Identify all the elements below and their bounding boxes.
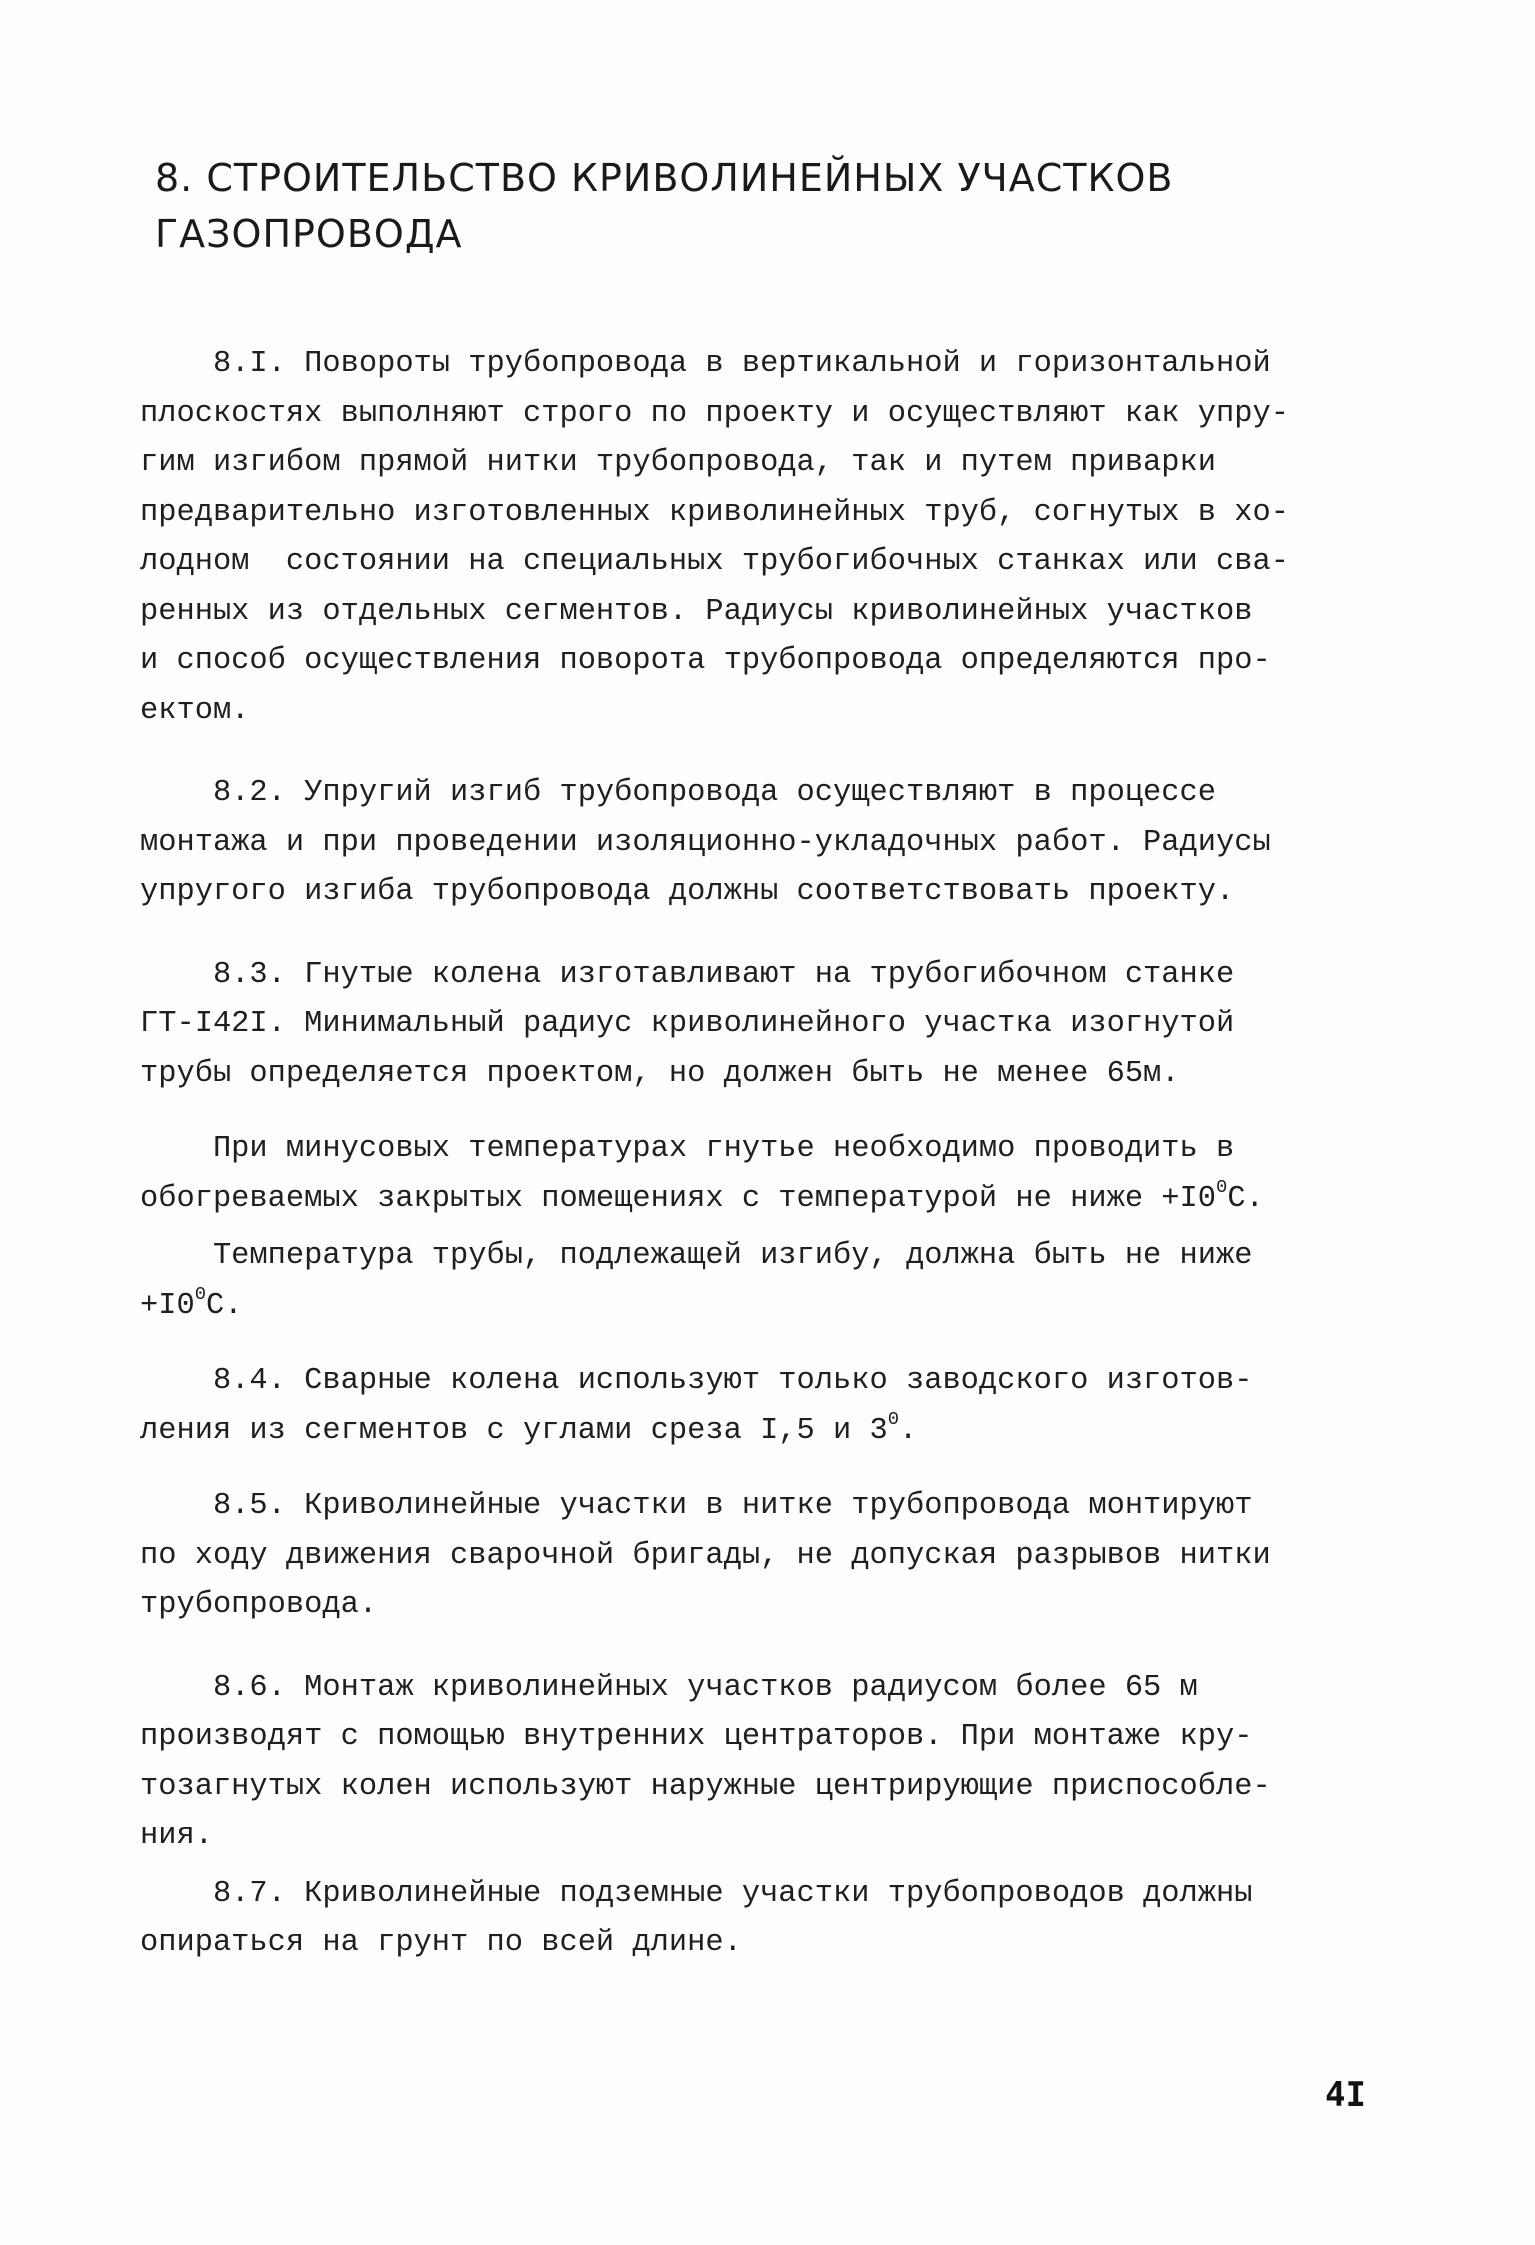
- text-line: $+I0^0С$.: [140, 1282, 243, 1323]
- text-line: 8.2. Упругий изгиб трубопровода осуществляют в процессе: [140, 776, 1217, 810]
- text-line: плоскостях выполняют строго по проекту и осуществляют как упру-: [140, 396, 1289, 431]
- paragraph-8-5: [140, 1482, 1405, 1631]
- text-line: 8.6. Монтаж криволинейных участков радиусом более 65 м: [140, 1670, 1198, 1705]
- degree-superscript: 0: [1216, 1175, 1228, 1198]
- text-line: тозагнутых колен используют наружные центрирующие приспособле-: [140, 1769, 1271, 1804]
- text-line: ГТ-I42I. Минимальный радиус криволинейного участка изогнутой: [140, 1007, 1235, 1041]
- body-text: [140, 340, 1405, 1969]
- text-line: производят с помощью внутренних центраторов. При монтаже кру-: [140, 1720, 1253, 1754]
- section-heading: [155, 150, 1405, 262]
- text-line: ренных из отдельных сегментов. Радиусы криволинейных участков: [140, 594, 1253, 629]
- heading-line-1: 8. СТРОИТЕЛЬСТВО КРИВОЛИНЕЙНЫХ УЧАСТКОВ: [155, 156, 1174, 200]
- page-number: 4I: [1325, 2075, 1366, 2115]
- text-line: 8.I. Повороты трубопровода в вертикальной и горизонтальной: [140, 347, 1271, 381]
- text-line: 8.7. Криволинейные подземные участки трубопроводов должны: [140, 1876, 1253, 1911]
- text-line: гим изгибом прямой нитки трубопровода, так и путем приварки: [140, 446, 1217, 480]
- text-line: 8.4. Сварные колена используют только заводского изготов-: [140, 1364, 1253, 1398]
- paragraph-pipe-temperature: [140, 1232, 1405, 1331]
- text-line: ектом.: [140, 693, 250, 728]
- degree-superscript: 0: [887, 1407, 900, 1430]
- text-line: и способ осуществления поворота трубопровода определяются про-: [140, 644, 1271, 678]
- heading-line-2: ГАЗОПРОВОДА: [155, 212, 463, 256]
- text-line: При минусовых температурах гнутье необходимо проводить в: [140, 1132, 1235, 1166]
- text-line: трубы определяется проектом, но должен быть не менее 65м.: [140, 1056, 1180, 1091]
- paragraph-minus-temperatures: [140, 1125, 1405, 1224]
- text-line: предварительно изготовленных криволинейных труб, согнутых в хо-: [140, 495, 1289, 530]
- text-line: Температура трубы, подлежащей изгибу, должна быть не ниже: [140, 1239, 1253, 1273]
- paragraph-8-3: [140, 951, 1405, 1100]
- text-line: 8.3. Гнутые колена изготавливают на трубогибочном станке: [140, 957, 1235, 992]
- paragraph-8-2: [140, 769, 1405, 918]
- text-line: монтажа и при проведении изоляционно-укладочных работ. Радиусы: [140, 825, 1271, 860]
- paragraph-8-4: [140, 1357, 1405, 1456]
- text-line: упругого изгиба трубопровода должны соответствовать проекту.: [140, 875, 1235, 909]
- text-line: по ходу движения сварочной бригады, не допуская разрывов нитки: [140, 1538, 1271, 1573]
- text-line: ления из сегментов с углами среза I,5 и $3^0$.: [140, 1407, 918, 1448]
- paragraph-8-6: [140, 1664, 1405, 1862]
- paragraph-8-7: [140, 1870, 1405, 1969]
- text-line: трубопровода.: [140, 1588, 378, 1622]
- paragraph-8-1: [140, 340, 1405, 736]
- degree-superscript: 0: [194, 1282, 207, 1305]
- text-line: 8.5. Криволинейные участки в нитке трубопровода монтируют: [140, 1489, 1253, 1523]
- text-line: ния.: [140, 1819, 213, 1853]
- text-line: лодном состоянии на специальных трубогибочных станках или сва-: [140, 545, 1289, 579]
- text-line: обогреваемых закрытых помещениях с температурой не ниже $+I0^0С$.: [140, 1175, 1264, 1216]
- text-line: опираться на грунт по всей длине.: [140, 1926, 742, 1960]
